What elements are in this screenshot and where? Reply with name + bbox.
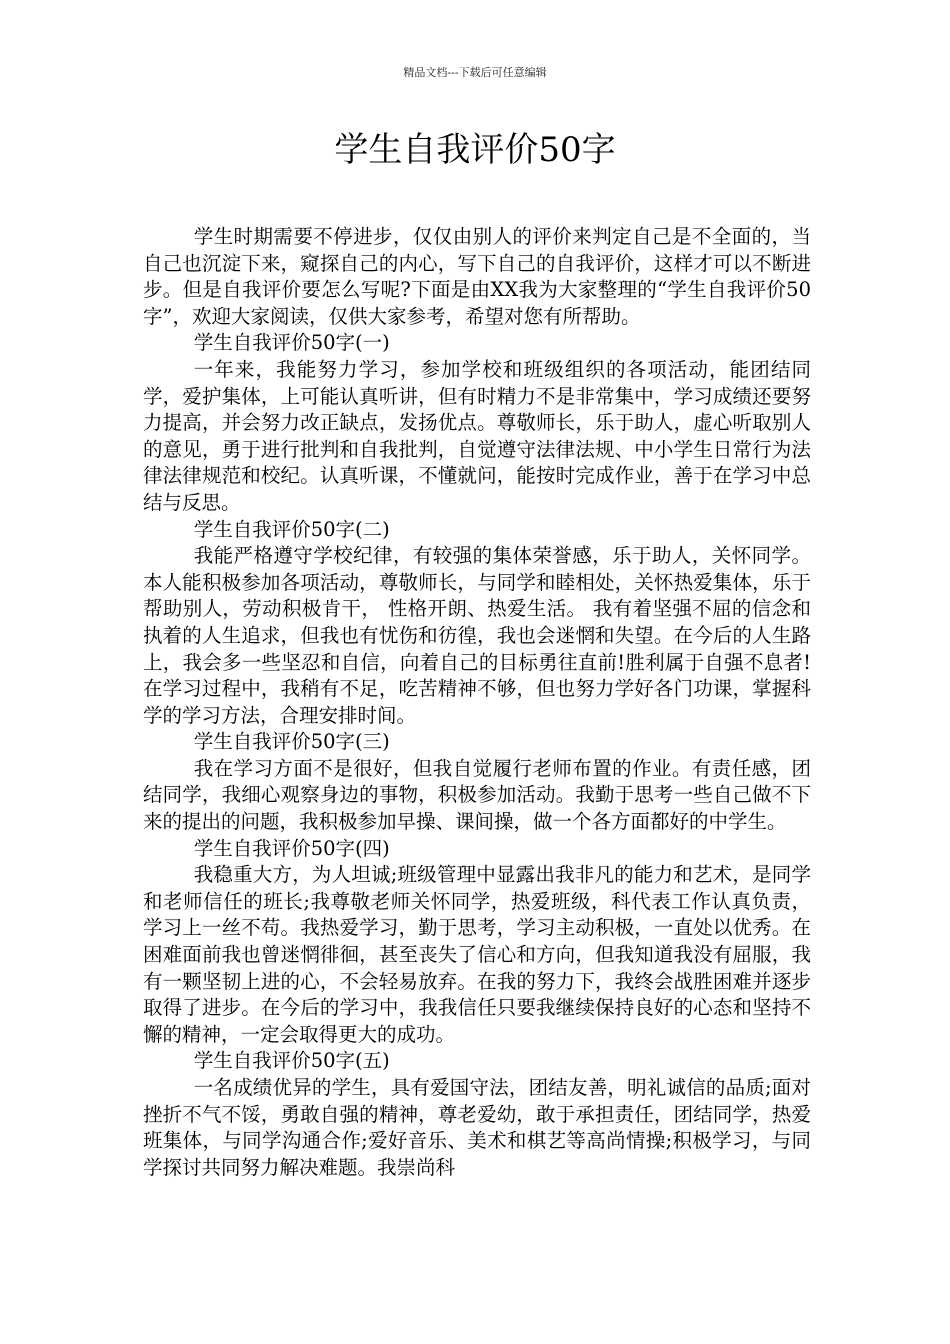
section-paragraph: 我稳重大方，为人坦诚;班级管理中显露出我非凡的能力和艺术，是同学和老师信任的班长;我尊敬老师关怀同学，热爱班级，科代表工作认真负责，学习上一丝不苟。我热爱学习，勤于思考，学习主动积极，一直处以优秀。在困难面前我也曾迷惘徘徊，甚至丧失了信心和方向，但我知道我没有屈服，我有一颗坚韧上进的心，不会轻易放弃。在我的努力下，我终会战胜困难并逐步取得了进步。在今后的学习中，我我信任只要我继续保持良好的心态和坚持不懈的精神，一定会取得更大的成功。 xyxy=(143,863,811,1046)
document-title: 学生自我评价50字 xyxy=(334,130,616,170)
document-body xyxy=(143,224,811,1181)
section-heading: 学生自我评价50字(五) xyxy=(193,1049,390,1073)
section-paragraph: 一年来，我能努力学习，参加学校和班级组织的各项活动，能团结同学，爱护集体，上可能认真听讲，但有时精力不是非常集中，学习成绩还要努力提高，并会努力改正缺点，发扬优点。尊敬师长，乐于助人，虚心听取别人的意见，勇于进行批判和自我批判，自觉遵守法律法规、中小学生日常行为法律法律规范和校纪。认真听课，不懂就问，能按时完成作业，善于在学习中总结与反思。 xyxy=(143,357,811,514)
section-heading: 学生自我评价50字(三) xyxy=(193,730,390,754)
section-heading: 学生自我评价50字(一) xyxy=(193,331,390,355)
section-heading: 学生自我评价50字(二) xyxy=(193,517,390,541)
section-paragraph: 我在学习方面不是很好，但我自觉履行老师布置的作业。有责任感，团结同学，我细心观察身边的事物，积极参加活动。我勤于思考一些自己做不下来的提出的问题，我积极参加早操、课间操，做一个各方面都好的中学生。 xyxy=(143,756,811,834)
section-paragraph: 一名成绩优异的学生，具有爱国守法，团结友善，明礼诚信的品质;面对挫折不气不馁，勇敢自强的精神，尊老爱幼，敢于承担责任，团结同学，热爱班集体，与同学沟通合作;爱好音乐、美术和棋艺等高尚情操;积极学习，与同学探讨共同努力解决难题。我崇尚科 xyxy=(143,1076,811,1179)
page-header-note: 精品文档---下载后可任意编辑 xyxy=(403,66,547,79)
intro-paragraph: 学生时期需要不停进步，仅仅由别人的评价来判定自己是不全面的，当自己也沉淀下来，窥探自己的内心，写下自己的自我评价，这样才可以不断进步。但是自我评价要怎么写呢?下面是由XX我为大家整理的“学生自我评价50字”，欢迎大家阅读，仅供大家参考，希望对您有所帮助。 xyxy=(143,225,811,328)
section-heading: 学生自我评价50字(四) xyxy=(193,836,390,860)
section-paragraph: 我能严格遵守学校纪律，有较强的集体荣誉感，乐于助人，关怀同学。本人能积极参加各项活动，尊敬师长，与同学和睦相处，关怀热爱集体，乐于帮助别人，劳动积极肯干， 性格开朗、热爱生活。 我有着坚强不屈的信念和执着的人生追求，但我也有忧伤和彷徨，我也会迷惘和失望。在今后的人生路上，我会多一些坚忍和自信，向着自己的目标勇往直前!胜利属于自强不息者!在学习过程中，我稍有不足，吃苦精神不够，但也努力学好各门功课，掌握科学的学习方法，合理安排时间。 xyxy=(143,544,811,727)
